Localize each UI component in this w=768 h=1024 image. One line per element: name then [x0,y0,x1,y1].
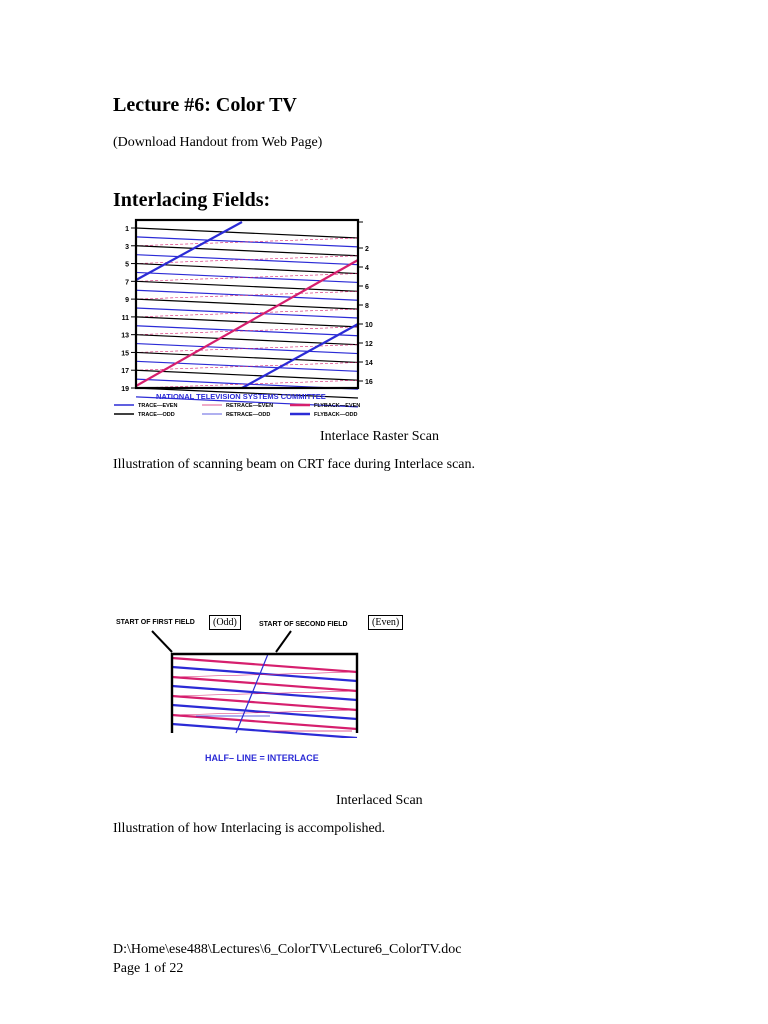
left-tick-label: 13 [121,332,129,340]
retrace-line [172,710,357,715]
trace-odd-line [136,299,358,309]
first-field-pointer [152,631,172,652]
trace-odd-line [136,264,358,274]
retrace-line [172,672,357,677]
right-tick-label: 14 [365,360,373,367]
figure1-caption: Interlace Raster Scan [320,429,439,444]
section-heading: Interlacing Fields: [113,189,271,211]
right-tick-label: 4 [365,265,369,272]
retrace-even-line [136,327,358,335]
flyback-even-line [136,260,358,386]
right-tick-label: 2 [365,246,369,253]
odd-label: (Odd) [209,615,241,630]
retrace-line [172,691,357,696]
page-title: Lecture #6: Color TV [113,94,297,116]
retrace-even-line [136,345,358,353]
start-first-field-label: START OF FIRST FIELD [116,619,195,626]
start-second-field-label: START OF SECOND FIELD [259,621,348,628]
left-tick-labels [121,226,136,393]
legend-label: RETRACE—ODD [226,412,271,418]
raster-scan-lines [136,222,361,409]
legend-label: TRACE—EVEN [138,403,178,409]
right-tick-label: 8 [365,303,369,310]
figure2-description: Illustration of how Interlacing is accompolished. [113,821,386,836]
right-tick-label: 10 [365,322,373,329]
retrace-even-line [136,291,358,299]
legend-label: TRACE—ODD [138,412,175,418]
right-tick-label: 12 [365,341,373,348]
left-tick-label: 11 [121,314,129,322]
right-tick-label: 6 [365,284,369,291]
interlace-scan-lines [172,654,357,738]
committee-label: NATIONAL TELEVISION SYSTEMS COMMITTEE [156,392,326,401]
left-tick-label: 1 [125,226,129,233]
left-tick-label: 5 [125,261,129,269]
left-tick-label: 19 [121,386,129,393]
figure2-caption: Interlaced Scan [336,793,423,808]
footer-page: Page 1 of 22 [113,961,184,976]
retrace-even-line [136,309,358,317]
legend-label: RETRACE—EVEN [226,403,274,409]
trace-odd-line [136,281,358,291]
right-tick-labels [358,222,373,386]
trace-odd-line [136,352,358,362]
figure-legend [114,403,360,418]
trace-odd-line [136,370,358,380]
footer-path: D:\Home\ese488\Lectures\6_ColorTV\Lecture6_ColorTV.doc [113,942,462,957]
second-field-pointer [276,631,291,652]
left-tick-label: 3 [125,243,129,251]
figure1-description: Illustration of scanning beam on CRT face during Interlace scan. [113,457,476,472]
even-label: (Even) [368,615,403,630]
interlaced-scan-diagram [140,628,370,738]
left-tick-label: 7 [125,279,129,287]
left-tick-label: 9 [125,297,129,305]
left-tick-label: 15 [121,350,129,358]
left-tick-label: 17 [121,368,129,376]
trace-odd-line [136,228,358,238]
legend-label: FLYBACK—ODD [314,412,358,418]
retrace-even-line [136,274,358,282]
subtitle: (Download Handout from Web Page) [113,135,323,150]
legend-label: FLYBACK—EVEN [314,403,361,409]
retrace-even-line [136,238,358,246]
right-tick-label: 16 [365,379,373,386]
trace-odd-line [136,246,358,256]
interlace-raster-figure [112,216,392,424]
half-line-interlace-label: HALF– LINE = INTERLACE [205,753,319,763]
